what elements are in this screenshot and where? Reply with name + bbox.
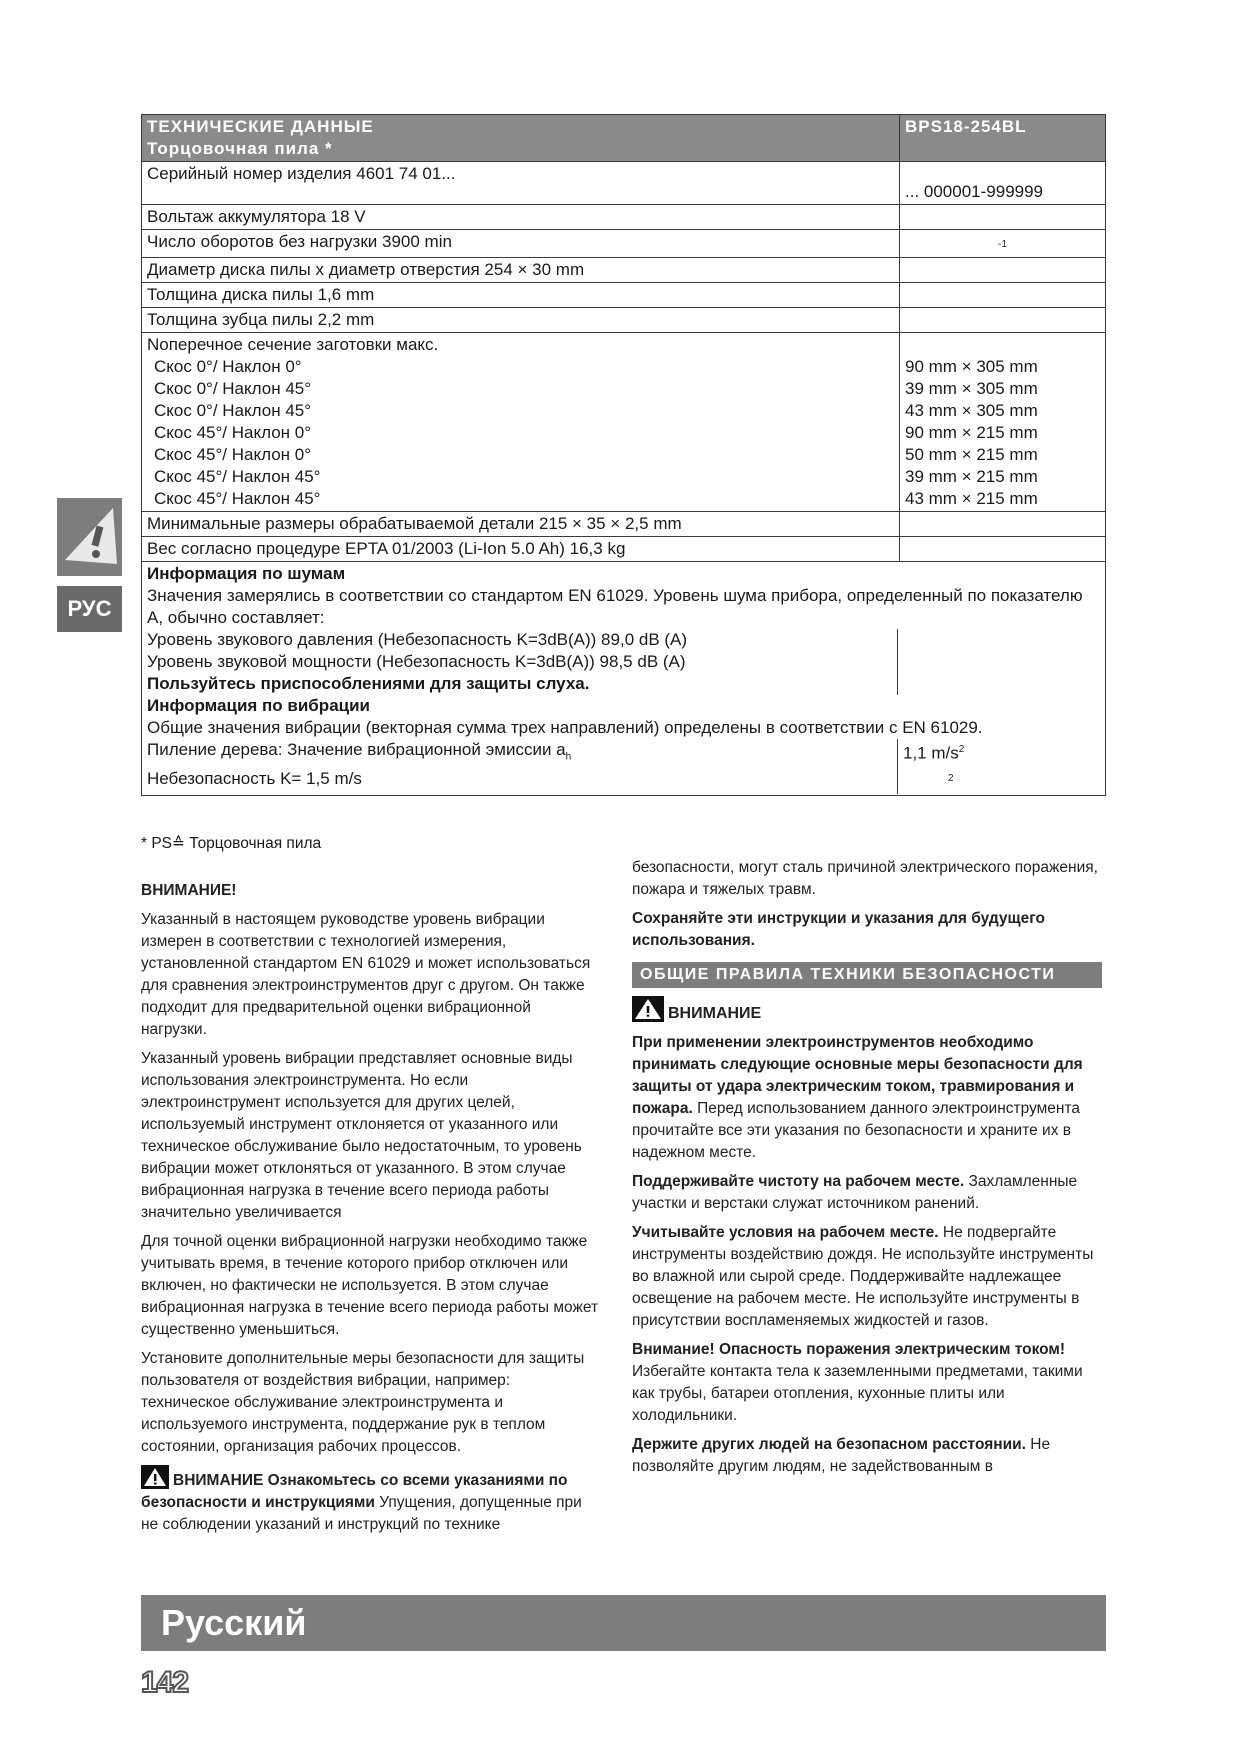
spec-model: BPS18-254BL xyxy=(900,115,1106,162)
cross-row-value: 50 mm × 215 mm xyxy=(905,445,1038,464)
paragraph: Для точной оценки вибрационной нагрузки необходимо также учитывать время, в течение которого прибор отключен или включен, но фактически не используется. В этом случае вибрационная нагрузка в течение всего периода работы может существенно уменьшиться. xyxy=(141,1233,599,1338)
cross-row-value: 43 mm × 215 mm xyxy=(905,489,1038,508)
paragraph: Установите дополнительные меры безопасности для защиты пользователя от воздействия вибрации, например: техническое обслуживание электроинструмента и используемого инструмента, поддержание рук в теплом состоянии, организация рабочих процессов. xyxy=(141,1350,585,1455)
cross-row-label: Скос 45°/ Наклон 0° xyxy=(154,445,312,464)
noise-title: Информация по шумам xyxy=(147,564,346,583)
cross-row-value: 39 mm × 305 mm xyxy=(905,379,1038,398)
vib-wood-sup: 2 xyxy=(958,744,965,755)
spec-title: ТЕХНИЧЕСКИЕ ДАННЫЕ xyxy=(147,117,374,136)
save-instructions: Сохраняйте эти инструкции и указания для будущего использования. xyxy=(632,910,1045,949)
warning-text: Упущения, допущенные при не соблюдении указаний и инструкций по технике xyxy=(141,1494,582,1533)
warning-triangle-icon xyxy=(57,498,122,576)
cross-row-value: 90 mm × 305 mm xyxy=(905,357,1038,376)
warning-bold: ВНИМАНИЕ Ознакомьтесь со всеми указаниями по безопасности и инструкциями xyxy=(141,1472,568,1511)
language-footer-bar: Русский xyxy=(141,1595,1106,1651)
cross-row-label: Скос 45°/ Наклон 45° xyxy=(154,489,321,508)
vib-uncertainty: Небезопасность K= 1,5 m/s xyxy=(147,768,898,794)
tooth-thickness-label: Толщина зубца пилы 2,2 mm xyxy=(142,308,900,333)
paragraph-bold: Внимание! Опасность поражения электрическим током! xyxy=(632,1341,1066,1358)
spec-row xyxy=(142,162,1106,205)
serial-value: ... 000001-999999 xyxy=(900,162,1106,205)
paragraph-text: Не подвергайте инструменты воздействию дождя. Не используйте инструменты во влажной или сырой среде. Поддерживайте надлежащее освещение на рабочем месте. Не используйте инструменты в присутствии воспламеняемых жидкостей и газов. xyxy=(632,1224,1094,1329)
paragraph: Указанный в настоящем руководстве уровень вибрации измерен в соответствии с технологией измерения, установленной стандартом EN 61029 и может использоваться для сравнения электроинструментов друг с другом. Он также подходит для предварительной оценки вибрационной нагрузки. xyxy=(141,911,591,1038)
spec-table xyxy=(141,114,1106,796)
paragraph: Указанный уровень вибрации представляет основные виды использования электроинструмента. Но если электроинструмент используется для других целей, используемый инструмент отклоняется от указанного или техническое обслуживание было недостаточным, то уровень вибрации может отклоняться от указанного. В этом случае вибрационная нагрузка в течение всего периода работы значительно увеличивается xyxy=(141,1050,582,1221)
cross-row-label: Скос 45°/ Наклон 0° xyxy=(154,423,312,442)
sound-pressure: Уровень звукового давления (Небезопасность K=3dB(A)) 89,0 dB (A) xyxy=(147,629,898,651)
cross-row-label: Скос 0°/ Наклон 0° xyxy=(154,357,302,376)
warning-title: ВНИМАНИЕ xyxy=(668,1005,762,1022)
min-size-label: Минимальные размеры обрабатываемой детали 215 × 35 × 2,5 mm xyxy=(142,512,900,537)
footnote: * PS≙ Торцовочная пила xyxy=(141,835,322,852)
speed-sup: -1 xyxy=(998,239,1007,250)
right-column xyxy=(632,857,1102,1485)
left-column xyxy=(141,880,601,1543)
paragraph-text: Перед использованием данного электроинструмента прочитайте все эти указания по безопасности и храните их в надежном месте. xyxy=(632,1100,1081,1161)
cross-row-value: 90 mm × 215 mm xyxy=(905,423,1038,442)
paragraph-bold: Поддерживайте чистоту на рабочем месте. xyxy=(632,1173,965,1190)
cross-row-label: Скос 0°/ Наклон 45° xyxy=(154,401,312,420)
warning-heading xyxy=(632,996,1102,1025)
weight-label: Вес согласно процедуре EPTA 01/2003 (Li-Ion 5.0 Ah) 16,3 kg xyxy=(142,537,900,562)
vib-uncert-sup: 2 xyxy=(948,773,954,785)
paragraph-bold: При применении электроинструментов необходимо принимать следующие основные меры безопасности для защиты от удара электрическим током, травмирования и пожара. xyxy=(632,1034,1083,1117)
speed-label: Число оборотов без нагрузки 3900 min xyxy=(142,230,900,258)
cross-row-value: 39 mm × 215 mm xyxy=(905,467,1038,486)
noise-vibration-cell xyxy=(142,562,1106,796)
voltage-label: Вольтаж аккумулятора 18 V xyxy=(142,205,900,230)
attention-heading: ВНИМАНИЕ! xyxy=(141,882,237,899)
blade-thickness-label: Толщина диска пилы 1,6 mm xyxy=(142,283,900,308)
paragraph-bold: Учитывайте условия на рабочем месте. xyxy=(632,1224,939,1241)
cross-section-label: Nоперечное сечение заготовки макс. xyxy=(147,335,439,354)
paragraph-text: Избегайте контакта тела к заземленными предметами, такими как трубы, батареи отопления, кухонные плиты или холодильники. xyxy=(632,1363,1083,1424)
warning-tab xyxy=(57,498,122,576)
noise-text: Значения замерялись в соответствии со стандартом EN 61029. Уровень шума прибора, определенный по показателю A, обычно составляет: xyxy=(147,586,1083,627)
cross-row-label: Скос 45°/ Наклон 45° xyxy=(154,467,321,486)
paragraph-bold: Держите других людей на безопасном расстоянии. xyxy=(632,1436,1026,1453)
hearing-protection: Пользуйтесь приспособлениями для защиты слуха. xyxy=(147,673,898,695)
sound-power: Уровень звуковой мощности (Небезопасность K=3dB(A)) 98,5 dB (A) xyxy=(147,651,898,673)
paragraph-text: Не позволяйте другим людям, не задействованным в xyxy=(632,1436,1051,1475)
serial-label: Серийный номер изделия 4601 74 01... xyxy=(142,162,900,205)
paragraph xyxy=(141,1465,601,1536)
warning-icon xyxy=(632,996,664,1022)
paragraph: безопасности, могут сталь причиной электрического поражения, пожара и тяжелых травм. xyxy=(632,859,1098,898)
vibration-title: Информация по вибрации xyxy=(147,696,371,715)
warning-icon xyxy=(141,1465,169,1489)
language-tab: РУС xyxy=(57,586,122,632)
diameter-label: Диаметр диска пилы x диаметр отверстия 254 × 30 mm xyxy=(142,258,900,283)
cross-row-label: Скос 0°/ Наклон 45° xyxy=(154,379,312,398)
vib-wood-label: Пиление дерева: Значение вибрационной эмиссии a xyxy=(147,740,566,759)
section-heading: ОБЩИЕ ПРАВИЛА ТЕХНИКИ БЕЗОПАСНОСТИ xyxy=(632,962,1102,988)
paragraph-text: Захламленные участки и верстаки служат источником ранений. xyxy=(632,1173,1078,1212)
vibration-text: Общие значения вибрации (векторная сумма трех направлений) определены в соответствии с EN 61029. xyxy=(147,718,983,737)
cross-row-value: 43 mm × 305 mm xyxy=(905,401,1038,420)
vib-wood-sub: h xyxy=(565,751,572,763)
spec-subtitle: Торцовочная пила * xyxy=(147,139,333,158)
page-number: 142 xyxy=(141,1666,189,1699)
vib-wood-value: 1,1 m/s xyxy=(903,743,959,763)
spec-header-row xyxy=(142,115,1106,162)
